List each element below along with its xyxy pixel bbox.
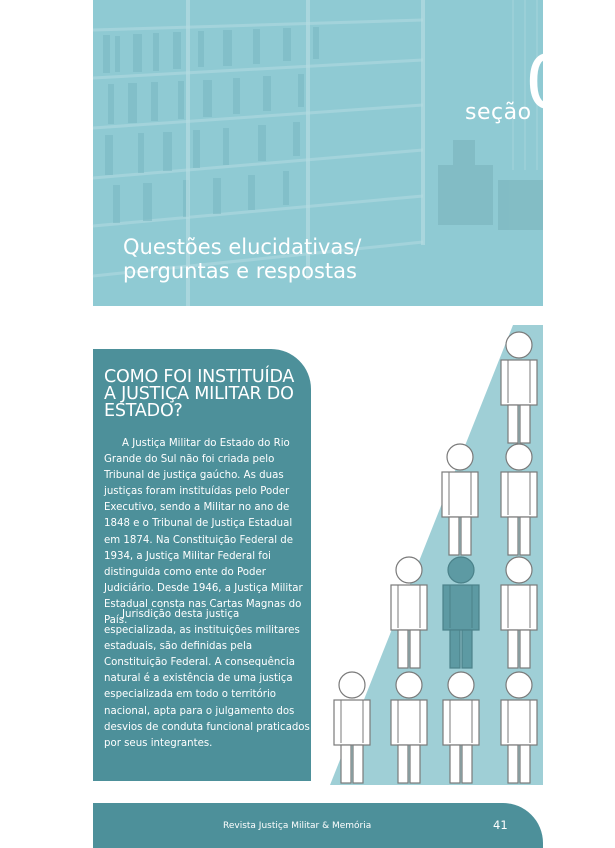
article-paragraph-2-text: Jurisdição desta justiça especializada, as instituições militares estaduais, são definidas pela Constituição Federal. A consequência natural é a existência de uma justiça especializada em todo o território nacional, apta para o julgamento dos desvios de conduta funcional praticados por seus integrantes.	[104, 609, 310, 749]
section-title	[123, 235, 443, 283]
section-title-line-1: Questões elucidativas/	[123, 235, 362, 259]
section-number: 03	[525, 40, 615, 126]
article-heading-line-1: COMO FOI INSTITUÍDA	[104, 367, 295, 387]
page-footer	[93, 803, 543, 848]
article-paragraph-1-text: A Justiça Militar do Estado do Rio Grande do Sul não foi criada pelo Tribunal de justiça gaúcho. As duas justiças foram instituídas pelo Poder Executivo, sendo a Militar no ano de 1848 e o Tribunal de Justiça Estadual em 1874. Na Constituição Federal de 1934, a Justiça Militar Federal foi distinguida como ente do Poder Judiciário. Desde 1946, a Justiça Militar Estadual consta nas Cartas Magnas do País.	[104, 438, 303, 627]
article-paragraph-1	[104, 436, 311, 629]
article-paragraph-2	[104, 607, 311, 752]
article-heading-line-2: A JUSTIÇA MILITAR DO	[104, 384, 294, 404]
article-heading-line-3: ESTADO?	[104, 401, 183, 421]
section-label: seção	[465, 100, 532, 125]
hierarchy-people-illustration	[330, 325, 560, 785]
publication-name: Revista Justiça Militar & Memória	[223, 821, 372, 831]
article-heading	[104, 369, 309, 420]
page-number: 41	[493, 818, 508, 832]
section-title-line-2: perguntas e respostas	[123, 259, 357, 283]
article-box	[93, 349, 311, 781]
